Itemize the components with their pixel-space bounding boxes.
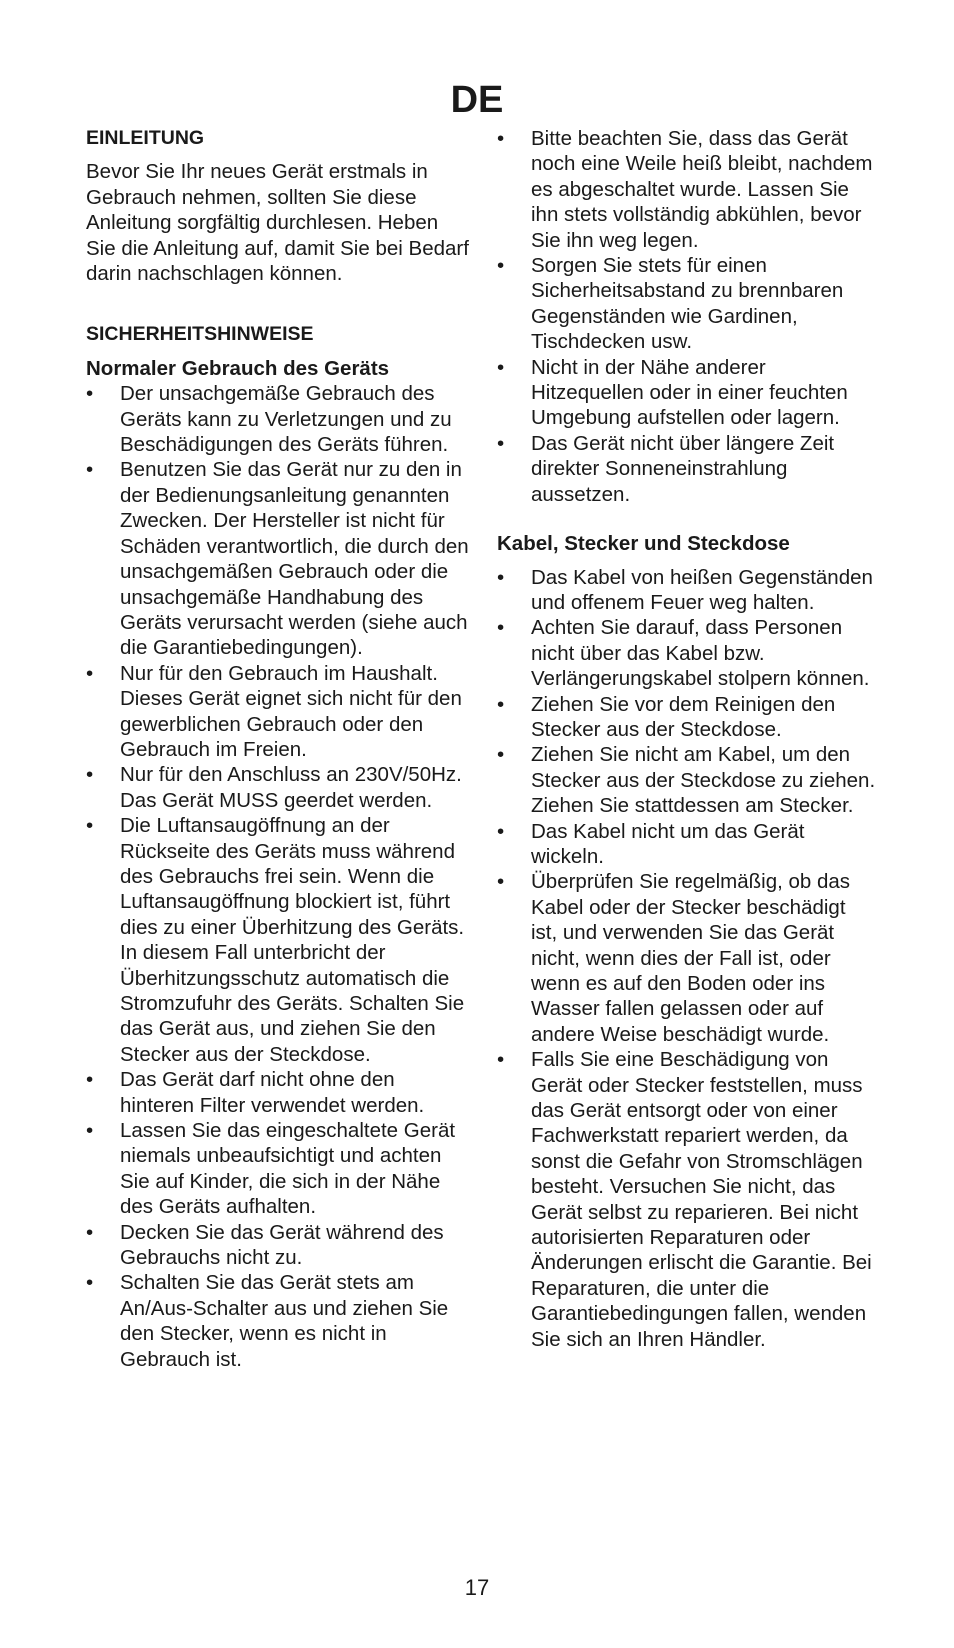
list-item: • Überprüfen Sie regelmäßig, ob das Kabel oder der Stecker beschädigt ist, und verwenden Sie das Gerät nicht, wenn dies der Fall ist, oder wenn es auf den Boden oder ins Wasser fallen gelassen oder auf andere Weise beschädigt wurde. bbox=[497, 869, 877, 1047]
normal-use-heading: Normaler Gebrauch des Geräts bbox=[86, 356, 390, 380]
list-item: • Falls Sie eine Beschädigung von Gerät oder Stecker feststellen, muss das Gerät entsorgt oder von einer Fachwerkstatt repariert werden, da sonst die Gefahr von Stromschlägen besteht. Versuchen Sie nicht, das Gerät selbst zu reparieren. Bei nicht autorisierten Reparaturen oder Änderungen erlischt die Garantie. Bei Reparaturen, die unter die Garantiebedingungen fallen, wenden Sie sich an Ihren Händler. bbox=[497, 1047, 877, 1352]
intro-paragraph: Bevor Sie Ihr neues Gerät erstmals in Gebrauch nehmen, sollten Sie diese Anleitung sorgfältig durchlesen. Heben Sie die Anleitung auf, damit Sie bei Bedarf darin nachschlagen können. bbox=[86, 160, 469, 286]
normal-use-list bbox=[86, 381, 470, 1372]
list-item: • Das Gerät nicht über längere Zeit direkter Sonneneinstrahlung aussetzen. bbox=[497, 431, 877, 507]
list-item: • Ziehen Sie vor dem Reinigen den Stecker aus der Steckdose. bbox=[497, 692, 877, 743]
list-item: • Schalten Sie das Gerät stets am An/Aus-Schalter aus und ziehen Sie den Stecker, wenn es nicht in Gebrauch ist. bbox=[86, 1270, 470, 1372]
list-item: • Das Kabel nicht um das Gerät wickeln. bbox=[497, 819, 877, 870]
list-item: • Nicht in der Nähe anderer Hitzequellen oder in einer feuchten Umgebung aufstellen oder lagern. bbox=[497, 355, 877, 431]
heat-safety-list bbox=[497, 126, 877, 507]
intro-heading: EINLEITUNG bbox=[86, 127, 205, 149]
safety-heading: SICHERHEITSHINWEISE bbox=[86, 323, 314, 346]
list-item: • Decken Sie das Gerät während des Gebrauchs nicht zu. bbox=[86, 1220, 470, 1271]
cable-list bbox=[497, 565, 877, 1353]
list-item: • Das Kabel von heißen Gegenständen und offenem Feuer weg halten. bbox=[497, 565, 877, 616]
list-item: • Nur für den Gebrauch im Haushalt. Dieses Gerät eignet sich nicht für den gewerblichen Gebrauch oder den Gebrauch im Freien. bbox=[86, 661, 470, 763]
list-item: • Der unsachgemäße Gebrauch des Geräts kann zu Verletzungen und zu Beschädigungen des Geräts führen. bbox=[86, 381, 470, 457]
language-header: DE bbox=[450, 79, 504, 121]
list-item: • Benutzen Sie das Gerät nur zu den in der Bedienungsanleitung genannten Zwecken. Der Hersteller ist nicht für Schäden verantwortlich, die durch den unsachgemäßen Gebrauch oder die unsachgemäße Handhabung des Geräts verursacht werden (siehe auch die Garantiebedingungen). bbox=[86, 457, 470, 660]
list-item: • Ziehen Sie nicht am Kabel, um den Stecker aus der Steckdose zu ziehen. Ziehen Sie stattdessen am Stecker. bbox=[497, 742, 877, 818]
right-column bbox=[497, 126, 877, 1352]
left-column bbox=[86, 126, 470, 1372]
list-item: • Die Luftansaugöffnung an der Rückseite des Geräts muss während des Gebrauchs frei sein. Wenn die Luftansaugöffnung blockiert ist, führt dies zu einer Überhitzung des Geräts. In diesem Fall unterbricht der Überhitzungsschutz automatisch die Stromzufuhr des Geräts. Schalten Sie das Gerät aus, und ziehen Sie den Stecker aus der Steckdose. bbox=[86, 813, 470, 1067]
list-item: • Das Gerät darf nicht ohne den hinteren Filter verwendet werden. bbox=[86, 1067, 470, 1118]
list-item: • Nur für den Anschluss an 230V/50Hz. Das Gerät MUSS geerdet werden. bbox=[86, 762, 470, 813]
cable-heading: Kabel, Stecker und Steckdose bbox=[497, 532, 790, 556]
list-item: • Lassen Sie das eingeschaltete Gerät niemals unbeaufsichtigt und achten Sie auf Kinder, die sich in der Nähe des Geräts aufhalten. bbox=[86, 1118, 470, 1220]
list-item: • Achten Sie darauf, dass Personen nicht über das Kabel bzw. Verlängerungskabel stolpern können. bbox=[497, 615, 877, 691]
list-item: • Bitte beachten Sie, dass das Gerät noch eine Weile heiß bleibt, nachdem es abgeschaltet wurde. Lassen Sie ihn stets vollständig abkühlen, bevor Sie ihn weg legen. bbox=[497, 126, 877, 253]
list-item: • Sorgen Sie stets für einen Sicherheitsabstand zu brennbaren Gegenständen wie Gardinen, Tischdecken usw. bbox=[497, 253, 877, 355]
page-number: 17 bbox=[464, 1575, 490, 1600]
